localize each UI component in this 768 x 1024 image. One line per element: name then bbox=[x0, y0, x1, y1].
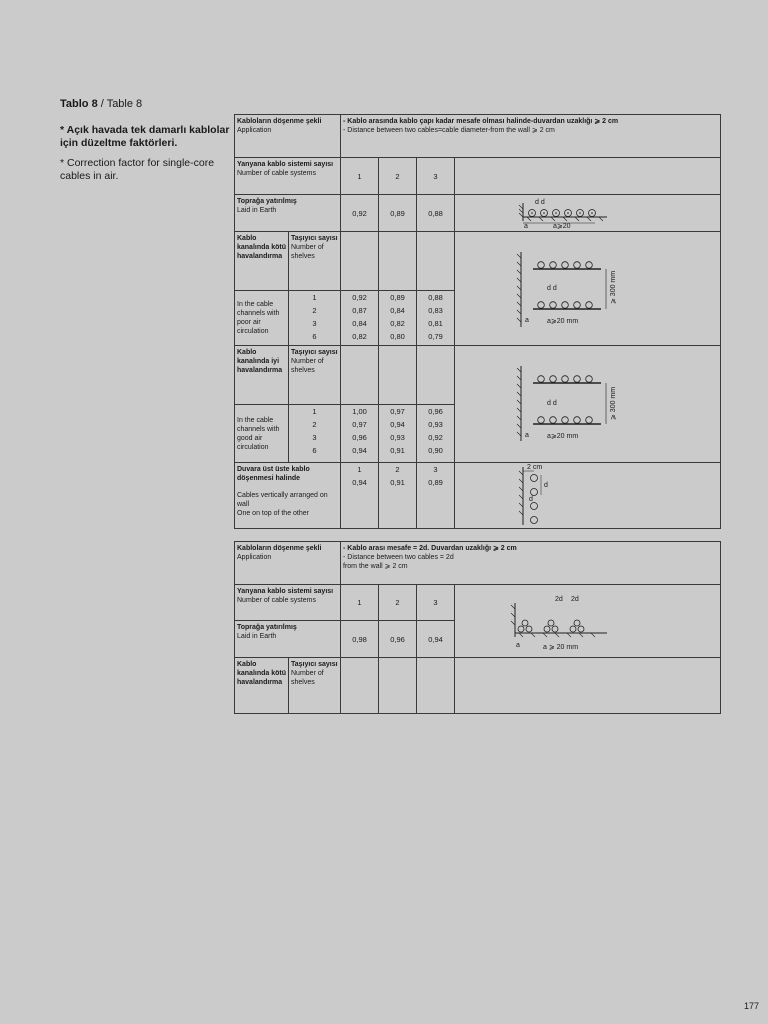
t1-good-c2-r1: 0,97 bbox=[390, 407, 405, 416]
t1-poor-c2-r2: 0,84 bbox=[390, 306, 405, 315]
t1-wall-2cm: 2 cm bbox=[527, 464, 543, 471]
t1-cond-en: - Distance between two cables=cable diameter-from the wall ⩾ 2 cm bbox=[343, 127, 555, 134]
t2-earth-2d-1: 2d bbox=[555, 596, 563, 603]
t1-good-c1-r2: 0,97 bbox=[352, 420, 367, 429]
t1-poor-figure bbox=[455, 232, 721, 346]
t2-earth-diagram bbox=[455, 585, 721, 658]
t1-empty-cell bbox=[455, 158, 721, 195]
t1-poor-s2: 2 bbox=[312, 306, 317, 315]
t1-earth-dd: d d bbox=[535, 199, 545, 206]
t1-good-c1-r3: 0,96 bbox=[352, 433, 367, 442]
t2-col-3: 3 bbox=[417, 585, 455, 621]
t1-wall-c1-head: 1 bbox=[357, 465, 362, 474]
t2-poor-shelves bbox=[289, 658, 341, 714]
t1-poor-blank-3 bbox=[417, 232, 455, 291]
t1-wall-c1-val: 0,94 bbox=[352, 478, 367, 487]
t1-good-en bbox=[235, 405, 289, 463]
t1-wall-diagram bbox=[455, 463, 721, 529]
t2-condition bbox=[341, 542, 721, 585]
t1-poor-300: ⩾ 300 mm bbox=[610, 270, 618, 304]
t2-earth-tr: Toprağa yatırılmış bbox=[237, 624, 297, 631]
t1-wall-c3-val: 0,89 bbox=[428, 478, 443, 487]
t1-shelves-en: Number of shelves bbox=[291, 244, 324, 260]
t2-earth-en: Laid in Earth bbox=[237, 633, 277, 640]
t1-col-2: 2 bbox=[379, 158, 417, 195]
t2-sys-tr: Yanyana kablo sistemi sayısı bbox=[237, 588, 334, 595]
t1-wall-tr: Duvara üst üste kablo döşenmesi halinde bbox=[237, 466, 310, 482]
table-1 bbox=[234, 114, 721, 529]
title-separator: / bbox=[97, 98, 107, 110]
t1-poor-shelves bbox=[289, 232, 341, 291]
t2-sys-en: Number of cable systems bbox=[237, 597, 316, 604]
t1-earth-en: Laid in Earth bbox=[237, 207, 277, 214]
t1-earth-label bbox=[235, 195, 341, 232]
t1-poor-s4: 6 bbox=[312, 332, 317, 341]
t2-cond-en1: - Distance between two cables = 2d bbox=[343, 554, 454, 561]
t1-wall-d1: d bbox=[544, 482, 548, 489]
t1-wall-en1: Cables vertically arranged on wall bbox=[237, 492, 328, 508]
t2-systems-label bbox=[235, 585, 341, 621]
t1-earth-figure bbox=[455, 195, 721, 232]
t2-earth-a20: a ⩾ 20 mm bbox=[543, 644, 579, 651]
t1-wall-c2-head: 2 bbox=[395, 465, 400, 474]
t1-poor-c1-r2: 0,87 bbox=[352, 306, 367, 315]
t2-cond-en2: from the wall ⩾ 2 cm bbox=[343, 563, 408, 570]
t1-good-s4: 6 bbox=[312, 446, 317, 455]
t1-good-a20: a⩾20 mm bbox=[547, 433, 579, 440]
t1-poor-c3-r1: 0,88 bbox=[428, 293, 443, 302]
t1-poor-c3-r4: 0,79 bbox=[428, 332, 443, 341]
t1-good-c2-r4: 0,91 bbox=[390, 446, 405, 455]
t1-good-c1-r4: 0,94 bbox=[352, 446, 367, 455]
t1-earth-v3: 0,88 bbox=[417, 195, 455, 232]
t1-earth-v1: 0,92 bbox=[341, 195, 379, 232]
t1-poor-c1-r1: 0,92 bbox=[352, 293, 367, 302]
t1-good-s1: 1 bbox=[312, 407, 317, 416]
t2-col-2: 2 bbox=[379, 585, 417, 621]
t1-good-c3-r3: 0,92 bbox=[428, 433, 443, 442]
t2-earth-2d-2: 2d bbox=[571, 596, 579, 603]
t1-sys-en: Number of cable systems bbox=[237, 170, 316, 177]
t2-poor-diagram bbox=[455, 658, 721, 771]
t1-good-col1 bbox=[341, 405, 379, 463]
t1-wall-col1 bbox=[341, 463, 379, 529]
t1-good-c3-r2: 0,93 bbox=[428, 420, 443, 429]
t1-good-c3-r4: 0,90 bbox=[428, 446, 443, 455]
t1-poor-c1-r3: 0,84 bbox=[352, 319, 367, 328]
t1-good-shelf-nums bbox=[289, 405, 341, 463]
t1-good-diagram bbox=[455, 346, 721, 463]
t1-good-dd: d d bbox=[547, 400, 557, 407]
t1-good-c3-r1: 0,96 bbox=[428, 407, 443, 416]
t1-cond-tr: - Kablo arasında kablo çapı kadar mesafe olması halinde-duvardan uzaklığı ⩾ 2 cm bbox=[343, 118, 619, 125]
t1-wall-label bbox=[235, 463, 341, 529]
t2-app-en: Application bbox=[237, 554, 272, 561]
t2-poor-blank-1 bbox=[341, 658, 379, 714]
t2-shelves-en: Number of shelves bbox=[291, 670, 324, 686]
table-title-tr: Tablo 8 bbox=[60, 98, 98, 110]
t1-good-a: a bbox=[525, 432, 529, 439]
t1-poor-c2-r4: 0,80 bbox=[390, 332, 405, 341]
t1-wall-col3 bbox=[417, 463, 455, 529]
t1-poor-col1 bbox=[341, 291, 379, 346]
t1-sys-tr: Yanyana kablo sistemi sayısı bbox=[237, 161, 334, 168]
t1-wall-figure bbox=[455, 463, 721, 529]
t2-earth-v3: 0,94 bbox=[417, 621, 455, 658]
t1-poor-shelf-nums bbox=[289, 291, 341, 346]
t2-poor-blank-3 bbox=[417, 658, 455, 714]
table-title bbox=[60, 98, 142, 110]
t1-good-shelves-en: Number of shelves bbox=[291, 358, 324, 374]
t1-wall-col2 bbox=[379, 463, 417, 529]
t1-app-tr: Kabloların döşenme şekli bbox=[237, 118, 322, 125]
t1-poor-dd: d d bbox=[547, 285, 557, 292]
t1-earth-tr: Toprağa yatırılmış bbox=[237, 198, 297, 205]
t1-good-s3: 3 bbox=[312, 433, 317, 442]
page-number: 177 bbox=[744, 1001, 760, 1011]
t1-good-shelves-tr: Taşıyıcı sayısı bbox=[291, 349, 338, 356]
t2-poor-label: Kablo kanalında kötü havalandırma bbox=[235, 658, 289, 714]
t1-wall-c2-val: 0,91 bbox=[390, 478, 405, 487]
t1-poor-c2-r1: 0,89 bbox=[390, 293, 405, 302]
t1-earth-diagram bbox=[455, 195, 721, 232]
note-english: * Correction factor for single-core cables in air. bbox=[60, 157, 215, 182]
t1-poor-s1: 1 bbox=[312, 293, 317, 302]
t2-poor-blank-2 bbox=[379, 658, 417, 714]
t1-poor-c1-r4: 0,82 bbox=[352, 332, 367, 341]
t1-good-300: ⩾ 300 mm bbox=[610, 386, 618, 420]
t1-good-label: Kablo kanalında iyi havalandırma bbox=[235, 346, 289, 405]
t1-poor-blank-2 bbox=[379, 232, 417, 291]
t1-earth-a20: a⩾20 bbox=[553, 223, 571, 230]
note-turkish: * Açık havada tek damarlı kablolar için düzeltme faktörleri. bbox=[60, 124, 230, 149]
t1-poor-a: a bbox=[525, 317, 529, 324]
table-title-en: Table 8 bbox=[106, 98, 143, 110]
t1-good-shelves bbox=[289, 346, 341, 405]
t1-earth-a: a bbox=[524, 223, 528, 230]
t1-poor-a20: a⩾20 mm bbox=[547, 318, 579, 325]
t1-good-en-text: In the cable channels with good air circulation bbox=[237, 416, 280, 451]
t2-shelves-tr: Taşıyıcı sayısı bbox=[291, 661, 338, 668]
t1-good-blank-2 bbox=[379, 346, 417, 405]
t1-wall-c3-head: 3 bbox=[433, 465, 438, 474]
t1-systems-label bbox=[235, 158, 341, 195]
t1-poor-c3-r2: 0,83 bbox=[428, 306, 443, 315]
t2-earth-v1: 0,98 bbox=[341, 621, 379, 658]
t1-good-figure bbox=[455, 346, 721, 463]
t1-good-s2: 2 bbox=[312, 420, 317, 429]
t1-poor-en-text: In the cable channels with poor air circulation bbox=[237, 301, 280, 335]
t1-col-1: 1 bbox=[341, 158, 379, 195]
t1-poor-blank-1 bbox=[341, 232, 379, 291]
t1-good-blank-3 bbox=[417, 346, 455, 405]
t1-application-header bbox=[235, 115, 341, 158]
t1-poor-s3: 3 bbox=[312, 319, 317, 328]
t1-poor-en bbox=[235, 291, 289, 346]
t1-earth-v2: 0,89 bbox=[379, 195, 417, 232]
t1-poor-col2 bbox=[379, 291, 417, 346]
t1-col-3: 3 bbox=[417, 158, 455, 195]
t1-condition bbox=[341, 115, 721, 158]
t2-cond-tr: - Kablo arası mesafe = 2d. Duvardan uzaklığı ⩾ 2 cm bbox=[343, 545, 517, 552]
t1-wall-en2: One on top of the other bbox=[237, 510, 309, 517]
t1-good-c2-r2: 0,94 bbox=[390, 420, 405, 429]
t1-wall-d2: d bbox=[529, 496, 533, 503]
t2-earth-label bbox=[235, 621, 341, 658]
t1-good-c1-r1: 1,00 bbox=[352, 407, 367, 416]
t2-earth-figure bbox=[455, 585, 721, 658]
t1-poor-diagram bbox=[455, 232, 721, 346]
t1-good-col3 bbox=[417, 405, 455, 463]
t1-poor-c3-r3: 0,81 bbox=[428, 319, 443, 328]
t2-col-1: 1 bbox=[341, 585, 379, 621]
t1-shelves-tr: Taşıyıcı sayısı bbox=[291, 235, 338, 242]
t2-earth-a: a bbox=[516, 642, 520, 649]
t2-app-tr: Kabloların döşenme şekli bbox=[237, 545, 322, 552]
t1-poor-c2-r3: 0,82 bbox=[390, 319, 405, 328]
t1-app-en: Application bbox=[237, 127, 272, 134]
t1-poor-col3 bbox=[417, 291, 455, 346]
t1-good-blank-1 bbox=[341, 346, 379, 405]
t2-poor-figure bbox=[455, 658, 721, 714]
t1-good-c2-r3: 0,93 bbox=[390, 433, 405, 442]
t2-application-header bbox=[235, 542, 341, 585]
t1-poor-label: Kablo kanalında kötü havalandırma bbox=[235, 232, 289, 291]
table-2 bbox=[234, 541, 721, 714]
t2-earth-v2: 0,96 bbox=[379, 621, 417, 658]
t1-good-col2 bbox=[379, 405, 417, 463]
